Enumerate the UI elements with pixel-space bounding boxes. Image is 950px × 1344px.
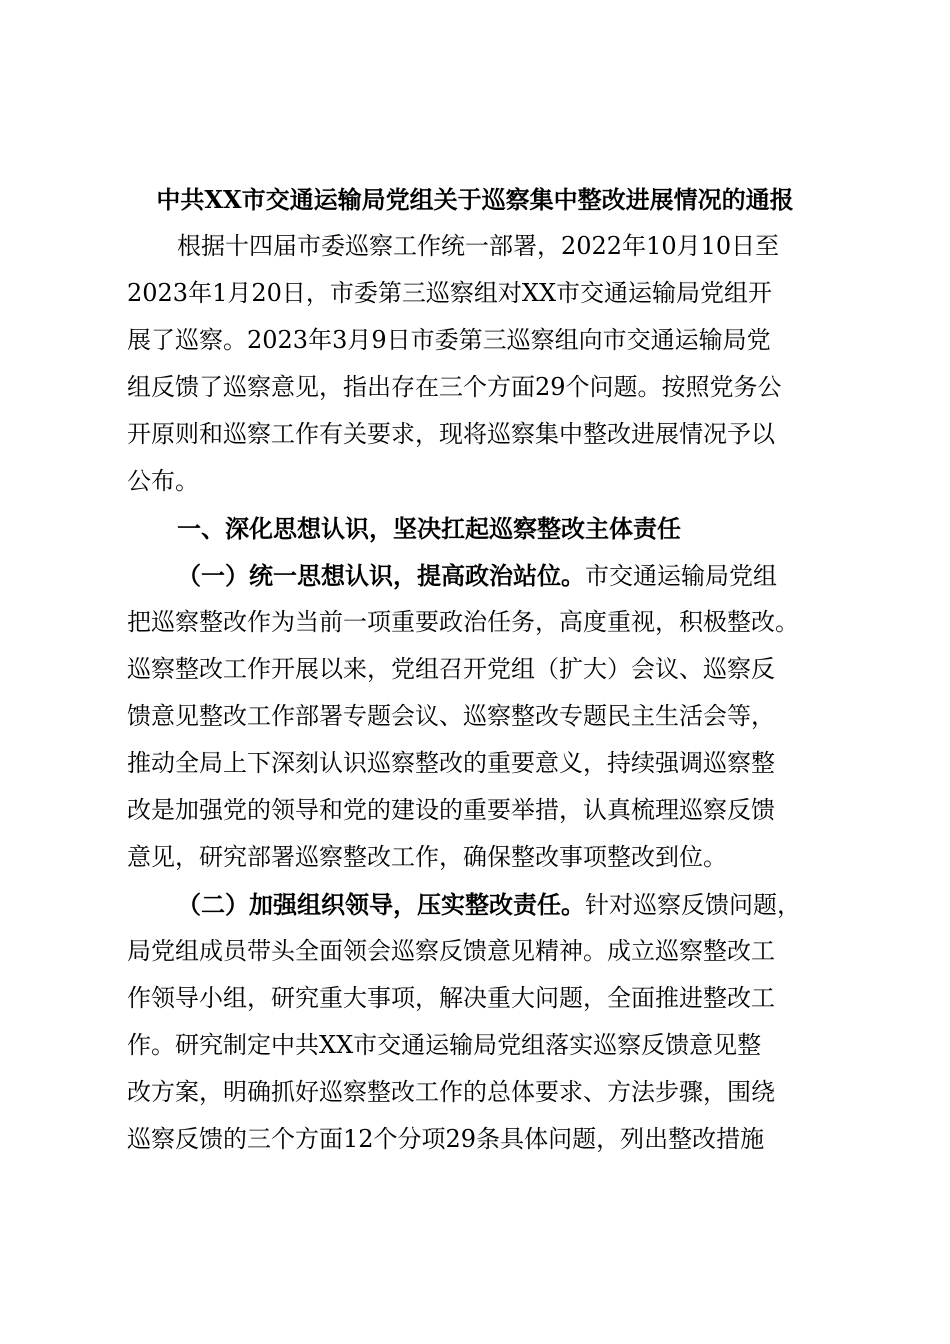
paragraph-line: 改方案，明确抓好巡察整改工作的总体要求、方法步骤，围绕	[127, 1078, 775, 1106]
paragraph-line: 巡察反馈的三个方面12个分项29条具体问题，列出整改措施	[127, 1125, 765, 1153]
paragraph-line: 作领导小组，研究重大事项，解决重大问题，全面推进整改工	[127, 984, 775, 1012]
paragraph-line: 公布。	[127, 467, 199, 495]
paragraph-line: 推动全局上下深刻认识巡察整改的重要意义，持续强调巡察整	[127, 749, 775, 777]
document-title: 中共XX市交通运输局党组关于巡察集中整改进展情况的通报	[156, 185, 794, 214]
paragraph-line: 巡察整改工作开展以来，党组召开党组（扩大）会议、巡察反	[127, 655, 775, 683]
subsection-lead: （一）统一思想认识，提高政治站位。	[177, 561, 585, 590]
paragraph-line: 2023年1月20日，市委第三巡察组对XX市交通运输局党组开	[127, 279, 773, 307]
paragraph-line: 把巡察整改作为当前一项重要政治任务，高度重视，积极整改。	[127, 608, 799, 636]
subsection-text: 针对巡察反馈问题，	[585, 891, 801, 919]
paragraph-line: 作。研究制定中共XX市交通运输局党组落实巡察反馈意见整	[127, 1031, 762, 1059]
paragraph-line: 意见，研究部署巡察整改工作，确保整改事项整改到位。	[127, 843, 727, 871]
paragraph-line: 开原则和巡察工作有关要求，现将巡察集中整改进展情况予以	[127, 420, 775, 448]
paragraph-line: 馈意见整改工作部署专题会议、巡察整改专题民主生活会等，	[127, 702, 775, 730]
subsection-lead: （二）加强组织领导，压实整改责任。	[177, 890, 585, 919]
subsection-first-line	[127, 552, 827, 599]
paragraph-line: 展了巡察。2023年3月9日市委第三巡察组向市交通运输局党	[127, 326, 771, 354]
document-body	[127, 223, 827, 1163]
subsection-first-line	[127, 881, 827, 928]
section-heading: 一、深化思想认识，坚决扛起巡察整改主体责任	[177, 514, 681, 543]
subsection-text: 市交通运输局党组	[585, 562, 777, 590]
paragraph-line: 改是加强党的领导和党的建设的重要举措，认真梳理巡察反馈	[127, 796, 775, 824]
paragraph-line: 根据十四届市委巡察工作统一部署，2022年10月10日至	[177, 232, 780, 260]
paragraph-line: 组反馈了巡察意见，指出存在三个方面29个问题。按照党务公	[127, 373, 782, 401]
paragraph-line: 局党组成员带头全面领会巡察反馈意见精神。成立巡察整改工	[127, 937, 775, 965]
